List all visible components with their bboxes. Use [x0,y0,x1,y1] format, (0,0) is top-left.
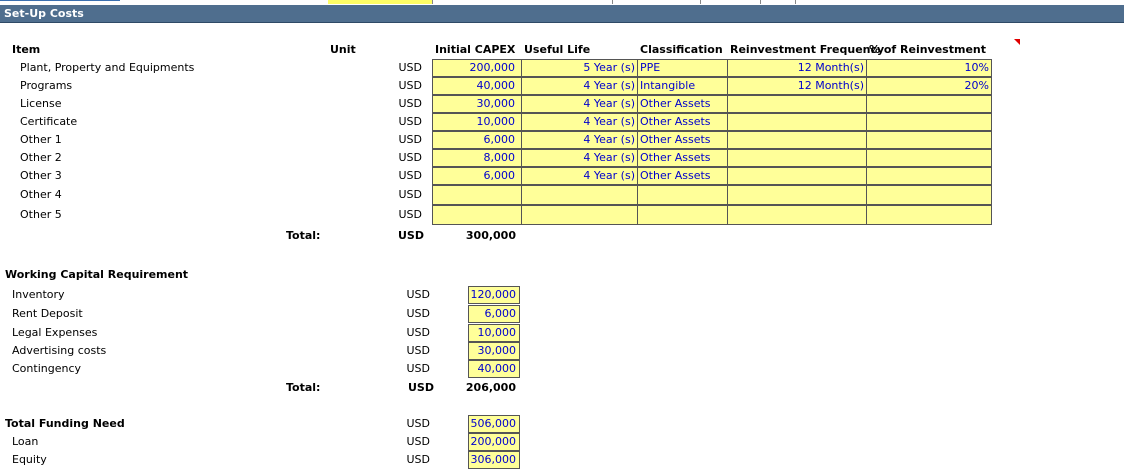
wc-unit: USD [406,307,430,320]
wc-value-cell[interactable]: 40,000 [468,360,520,378]
setup-item-label: Other 1 [20,133,62,146]
top-strip-tick [612,0,613,4]
wc-item-label: Rent Deposit [12,307,83,320]
setup-unit: USD [398,169,422,182]
funding-value-cell[interactable]: 200,000 [468,433,520,451]
top-strip-tick [432,0,433,4]
wc-value-cell[interactable]: 10,000 [468,324,520,342]
section-title-bar [0,5,1124,23]
classification-cell[interactable]: Other Assets [637,167,728,185]
top-strip [0,0,1124,4]
reinvestment-frequency-cell[interactable] [727,167,867,185]
wc-total-value: 206,000 [465,381,516,394]
working-capital-heading: Working Capital Requirement [5,268,189,281]
useful-life-cell[interactable]: 4 Year (s) [521,77,638,95]
wc-unit: USD [406,326,430,339]
top-strip-tick [700,0,701,4]
setup-item-label: Other 2 [20,151,62,164]
header-unit: Unit [330,43,356,56]
useful-life-cell[interactable] [521,205,638,225]
reinvestment-frequency-cell[interactable] [727,185,867,205]
wc-total-unit: USD [408,381,434,394]
reinvestment-percent-cell[interactable] [866,113,992,131]
setup-total-unit: USD [398,229,424,242]
setup-item-label: Other 3 [20,169,62,182]
capex-cell[interactable]: 200,000 [432,59,522,77]
setup-unit: USD [398,79,422,92]
header-percent-reinvestment: % of Reinvestment [869,43,987,56]
reinvestment-percent-cell[interactable] [866,185,992,205]
header-classification: Classification [640,43,723,56]
setup-item-label: Other 4 [20,188,62,201]
wc-item-label: Advertising costs [12,344,107,357]
reinvestment-percent-cell[interactable]: 20% [866,77,992,95]
useful-life-cell[interactable]: 4 Year (s) [521,95,638,113]
header-reinvestment-frequency: Reinvestment Frequency [730,43,885,56]
reinvestment-percent-cell[interactable]: 10% [866,59,992,77]
reinvestment-percent-cell[interactable] [866,95,992,113]
capex-cell[interactable] [432,205,522,225]
funding-total-cell[interactable]: 506,000 [468,415,520,433]
reinvestment-percent-cell[interactable] [866,131,992,149]
setup-unit: USD [398,208,422,221]
wc-unit: USD [406,362,430,375]
classification-cell[interactable]: Intangible [637,77,728,95]
funding-total-unit: USD [406,417,430,430]
funding-unit: USD [406,453,430,466]
useful-life-cell[interactable] [521,185,638,205]
wc-value-cell[interactable]: 6,000 [468,305,520,323]
header-initial-capex: Initial CAPEX [435,43,516,56]
reinvestment-frequency-cell[interactable]: 12 Month(s) [727,59,867,77]
reinvestment-frequency-cell[interactable] [727,95,867,113]
capex-cell[interactable]: 30,000 [432,95,522,113]
wc-unit: USD [406,288,430,301]
setup-total-label: Total: [286,229,321,242]
comment-indicator-icon[interactable] [1014,39,1020,45]
wc-total-label: Total: [286,381,321,394]
reinvestment-frequency-cell[interactable] [727,205,867,225]
section-title: Set-Up Costs [4,7,84,20]
setup-item-label: Plant, Property and Equipments [20,61,195,74]
setup-item-label: License [20,97,62,110]
top-strip-tick [760,0,761,4]
capex-cell[interactable]: 6,000 [432,131,522,149]
useful-life-cell[interactable]: 4 Year (s) [521,167,638,185]
setup-unit: USD [398,133,422,146]
capex-cell[interactable]: 10,000 [432,113,522,131]
wc-value-cell[interactable]: 30,000 [468,342,520,360]
setup-item-label: Other 5 [20,208,62,221]
setup-unit: USD [398,115,422,128]
setup-unit: USD [398,151,422,164]
wc-item-label: Legal Expenses [12,326,98,339]
capex-cell[interactable] [432,185,522,205]
useful-life-cell[interactable]: 4 Year (s) [521,131,638,149]
classification-cell[interactable] [637,205,728,225]
funding-heading: Total Funding Need [5,417,125,430]
top-strip-line [0,0,120,1]
funding-unit: USD [406,435,430,448]
wc-item-label: Contingency [12,362,82,375]
reinvestment-frequency-cell[interactable] [727,131,867,149]
capex-cell[interactable]: 6,000 [432,167,522,185]
setup-item-label: Programs [20,79,73,92]
funding-value-cell[interactable]: 306,000 [468,451,520,469]
wc-item-label: Inventory [12,288,65,301]
reinvestment-percent-cell[interactable] [866,167,992,185]
wc-value-cell[interactable]: 120,000 [468,286,520,304]
setup-item-label: Certificate [20,115,78,128]
useful-life-cell[interactable]: 4 Year (s) [521,113,638,131]
funding-item-label: Loan [12,435,39,448]
classification-cell[interactable]: Other Assets [637,149,728,167]
setup-unit: USD [398,97,422,110]
setup-total-value: 300,000 [465,229,516,242]
setup-unit: USD [398,188,422,201]
header-useful-life: Useful Life [524,43,591,56]
funding-item-label: Equity [12,453,47,466]
top-strip-tick [795,0,796,4]
top-strip-yellow-cell[interactable] [328,0,432,4]
setup-unit: USD [398,61,422,74]
reinvestment-frequency-cell[interactable] [727,113,867,131]
classification-cell[interactable]: Other Assets [637,113,728,131]
reinvestment-percent-cell[interactable] [866,149,992,167]
useful-life-cell[interactable]: 4 Year (s) [521,149,638,167]
classification-cell[interactable]: Other Assets [637,95,728,113]
classification-cell[interactable]: Other Assets [637,131,728,149]
capex-cell[interactable]: 8,000 [432,149,522,167]
classification-cell[interactable]: PPE [637,59,728,77]
capex-cell[interactable]: 40,000 [432,77,522,95]
classification-cell[interactable] [637,185,728,205]
useful-life-cell[interactable]: 5 Year (s) [521,59,638,77]
wc-unit: USD [406,344,430,357]
reinvestment-percent-cell[interactable] [866,205,992,225]
reinvestment-frequency-cell[interactable]: 12 Month(s) [727,77,867,95]
reinvestment-frequency-cell[interactable] [727,149,867,167]
header-item: Item [12,43,41,56]
